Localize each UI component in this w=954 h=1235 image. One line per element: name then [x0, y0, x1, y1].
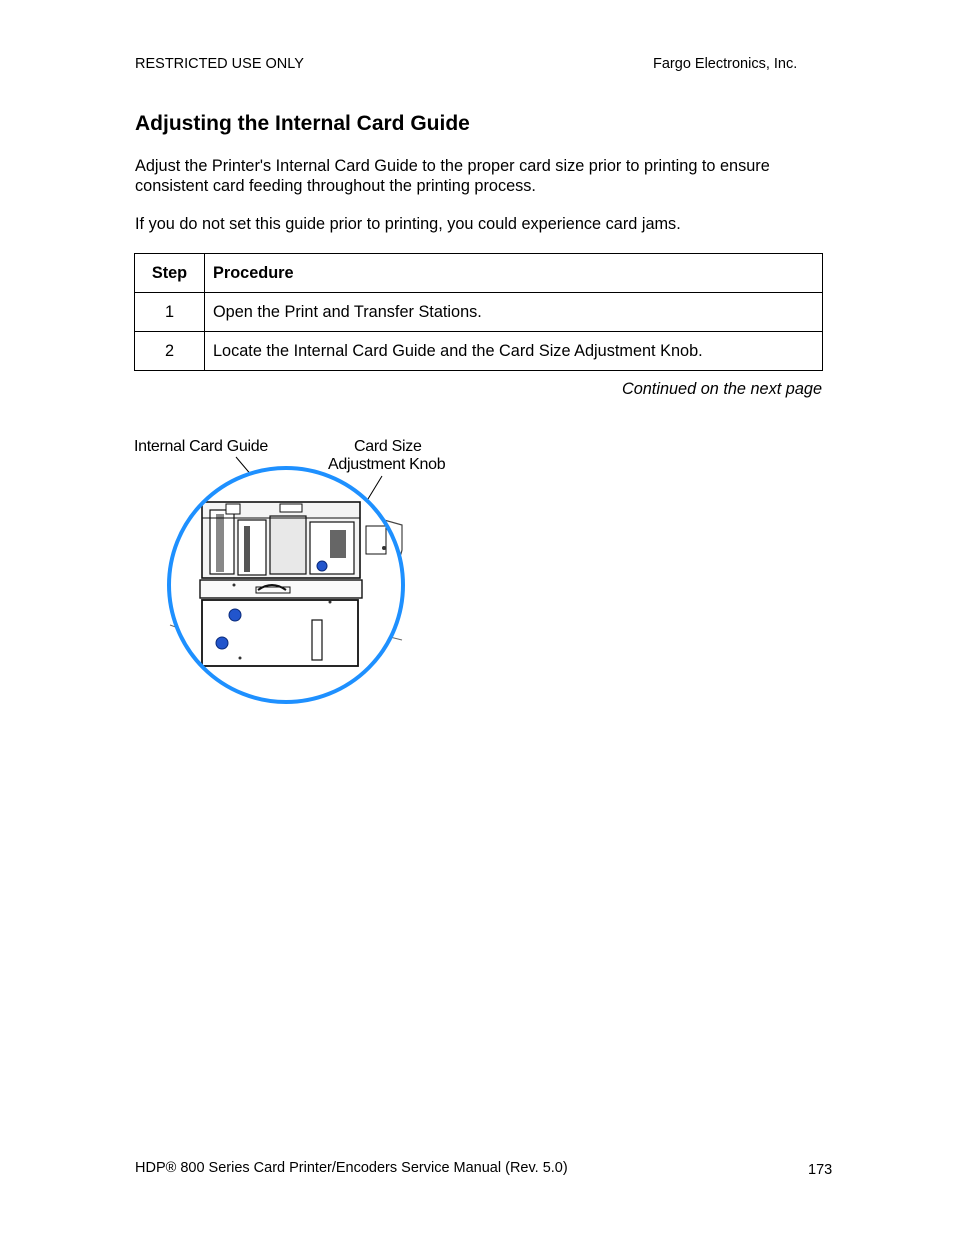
printer-illustration [130, 430, 470, 715]
procedure-table [134, 253, 823, 371]
step-number: 2 [135, 332, 205, 371]
label-internal-card-guide: Internal Card Guide [134, 438, 268, 455]
table-row [135, 293, 823, 332]
warning-paragraph: If you do not set this guide prior to printing, you could experience card jams. [135, 215, 681, 233]
blue-knob-marker [229, 609, 241, 621]
header-left: RESTRICTED USE ONLY [135, 56, 304, 72]
header-right: Fargo Electronics, Inc. [653, 56, 798, 72]
intro-paragraph: Adjust the Printer's Internal Card Guide to the proper card size prior to printing to ensure consistent card feeding throughout the printing process. [135, 157, 770, 195]
card-guide-figure [130, 430, 470, 715]
page-number: 173 [808, 1162, 833, 1178]
table-row [135, 332, 823, 371]
label-adjustment-knob: Adjustment Knob [328, 456, 446, 473]
section-title: Adjusting the Internal Card Guide [135, 112, 470, 135]
printer-interior [160, 460, 420, 715]
continued-note: Continued on the next page [621, 380, 822, 398]
step-number: 1 [135, 293, 205, 332]
footer-text: HDP® 800 Series Card Printer/Encoders Service Manual (Rev. 5.0) [135, 1160, 568, 1176]
table-header-step: Step [135, 254, 205, 293]
label-card-size: Card Size [354, 438, 422, 455]
table-header-row [135, 254, 823, 293]
blue-knob-marker [216, 637, 228, 649]
adjustment-knob-marker [317, 561, 327, 571]
table-header-procedure: Procedure [205, 254, 823, 293]
step-procedure: Open the Print and Transfer Stations. [205, 293, 823, 332]
step-procedure: Locate the Internal Card Guide and the Card Size Adjustment Knob. [205, 332, 823, 371]
